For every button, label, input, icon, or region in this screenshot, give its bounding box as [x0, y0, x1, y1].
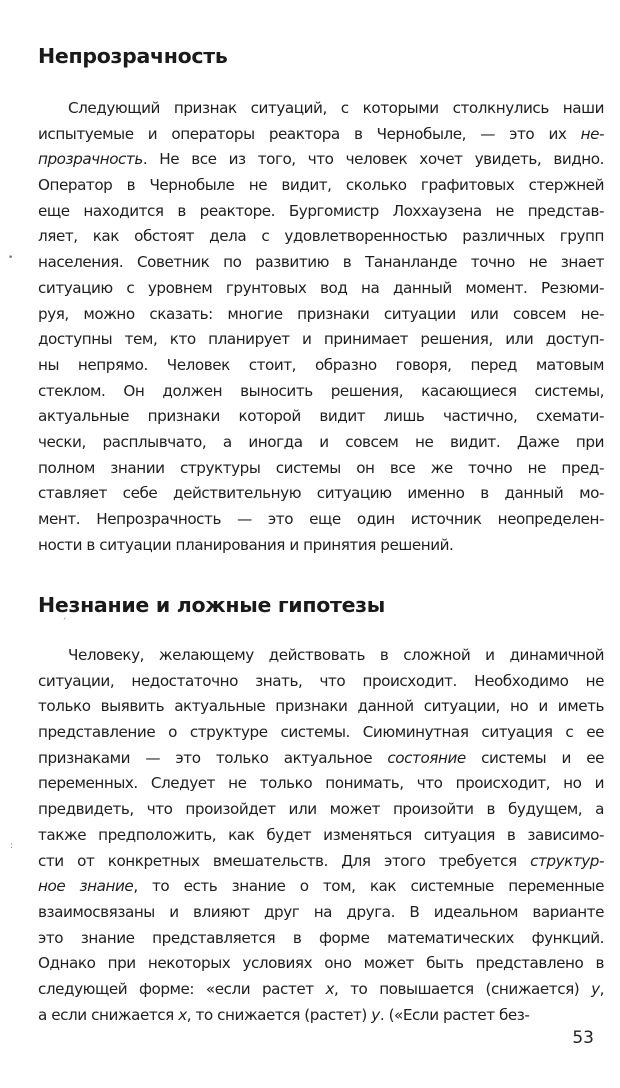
text-line	[38, 507, 604, 533]
text-run: . («Если растет без-	[379, 1005, 530, 1024]
text-line	[38, 353, 604, 379]
text-run: ситуации, недостаточно знать, что происходит. Необходимо не	[38, 671, 604, 690]
text-line	[38, 533, 604, 559]
text-line	[38, 849, 604, 875]
text-run: , то есть знание о том, как системные переменные	[133, 877, 604, 896]
text-run: доступны тем, кто планирует и принимает решения, или доступ-	[38, 330, 604, 349]
text-line	[38, 643, 604, 669]
text-run: представление о структуре системы. Сиюминутная ситуация с ее	[38, 723, 604, 742]
text-run: населения. Советник по развитию в Тананланде точно не знает	[38, 253, 604, 272]
text-run: еще находится в реакторе. Бургомистр Лоххаузена не представ-	[38, 201, 604, 220]
text-run: ности в ситуации планирования и принятия решений.	[38, 535, 454, 554]
text-run: только выявить актуальные признаки данной ситуации, но и иметь	[38, 697, 604, 716]
text-line	[38, 96, 604, 122]
page-number: 53	[572, 1028, 594, 1048]
text-line	[38, 404, 604, 430]
italic-text: y	[371, 1005, 380, 1024]
scan-speck: :	[10, 841, 14, 851]
text-line	[38, 224, 604, 250]
paragraph-opacity	[38, 96, 604, 558]
text-line	[38, 147, 604, 173]
text-run: , то снижается (растет)	[186, 1005, 372, 1024]
text-run: следующей форме: «если растет	[38, 979, 326, 998]
text-run: это знание представляется в форме математических функций.	[38, 928, 604, 947]
text-line	[38, 327, 604, 353]
italic-text: прозрачность	[38, 150, 143, 169]
text-run: Однако при некоторых условиях оно может быть представлено в	[38, 954, 604, 973]
text-line	[38, 694, 604, 720]
text-line	[38, 430, 604, 456]
text-run: системы и ее	[465, 748, 604, 767]
text-run: ситуацию с уровнем грунтовых вод на данный момент. Резюми-	[38, 278, 604, 297]
section-heading-opacity: Непрозрачность	[38, 44, 228, 68]
text-run: испытуемые и операторы реактора в Чернобыле, — это их	[38, 124, 581, 143]
text-line	[38, 302, 604, 328]
paragraph-ignorance	[38, 643, 604, 1028]
text-run: стеклом. Он должен выносить решения, касающиеся системы,	[38, 381, 604, 400]
text-line	[38, 720, 604, 746]
italic-text: структур-	[530, 851, 604, 870]
text-line	[38, 122, 604, 148]
text-run: ставляет себе действительную ситуацию именно в данный мо-	[38, 484, 604, 503]
text-run: сти от конкретных вмешательств. Для этого требуется	[38, 851, 531, 870]
italic-text: x	[178, 1005, 187, 1024]
text-run: ны непрямо. Человек стоит, образно говоря, перед матовым	[38, 355, 604, 374]
scan-speck: •	[8, 253, 14, 263]
text-line	[38, 1003, 604, 1029]
text-run: руя, можно сказать: многие признаки ситуации или совсем не-	[38, 304, 604, 323]
text-line	[38, 874, 604, 900]
text-run: переменных. Следует не только понимать, что происходит, но и	[38, 774, 604, 793]
text-line	[38, 250, 604, 276]
text-line	[38, 797, 604, 823]
text-line	[38, 276, 604, 302]
text-line	[38, 669, 604, 695]
text-run: Оператор в Чернобыле не видит, сколько графитовых стержней	[38, 176, 604, 195]
italic-text: x	[325, 979, 334, 998]
scan-speck: ˊ	[62, 618, 67, 628]
text-line	[38, 926, 604, 952]
italic-text: ное знание	[38, 877, 134, 896]
text-line	[38, 379, 604, 405]
text-run: также предположить, как будет изменяться ситуация в зависимо-	[38, 825, 604, 844]
text-line	[38, 199, 604, 225]
text-line	[38, 977, 604, 1003]
text-run: ляет, как обстоят дела с удовлетворенностью различных групп	[38, 227, 604, 246]
text-line	[38, 173, 604, 199]
text-line	[38, 823, 604, 849]
text-run: а если снижается	[38, 1005, 179, 1024]
italic-text: не-	[580, 124, 604, 143]
text-run: мент. Непрозрачность — это еще один источник неопределен-	[38, 510, 604, 528]
text-run: признаками — это только актуальное	[38, 748, 388, 767]
italic-text: состояние	[387, 748, 466, 767]
text-line	[38, 456, 604, 482]
text-run: актуальные признаки которой видит лишь частично, схемати-	[38, 407, 604, 426]
text-line	[38, 746, 604, 772]
section-heading-ignorance: Незнание и ложные гипотезы	[38, 593, 386, 617]
text-line	[38, 900, 604, 926]
text-run: , то повышается (снижается)	[333, 979, 592, 998]
text-run: чески, расплывчато, а иногда и совсем не видит. Даже при	[38, 432, 604, 451]
text-line	[38, 951, 604, 977]
text-run: полном знании структуры системы он все же точно не пред-	[38, 458, 604, 477]
text-run: Человеку, желающему действовать в сложной и динамичной	[68, 646, 604, 664]
italic-text: y	[591, 979, 600, 998]
text-run: . Не все из того, что человек хочет увидеть, видно.	[142, 150, 604, 169]
text-run: ,	[599, 979, 604, 998]
text-line	[38, 481, 604, 507]
text-run: взаимосвязаны и влияют друг на друга. В идеальном варианте	[38, 902, 604, 921]
text-run: предвидеть, что произойдет или может произойти в будущем, а	[38, 800, 604, 819]
text-line	[38, 771, 604, 797]
text-run: Следующий признак ситуаций, с которыми столкнулись наши	[68, 99, 604, 117]
